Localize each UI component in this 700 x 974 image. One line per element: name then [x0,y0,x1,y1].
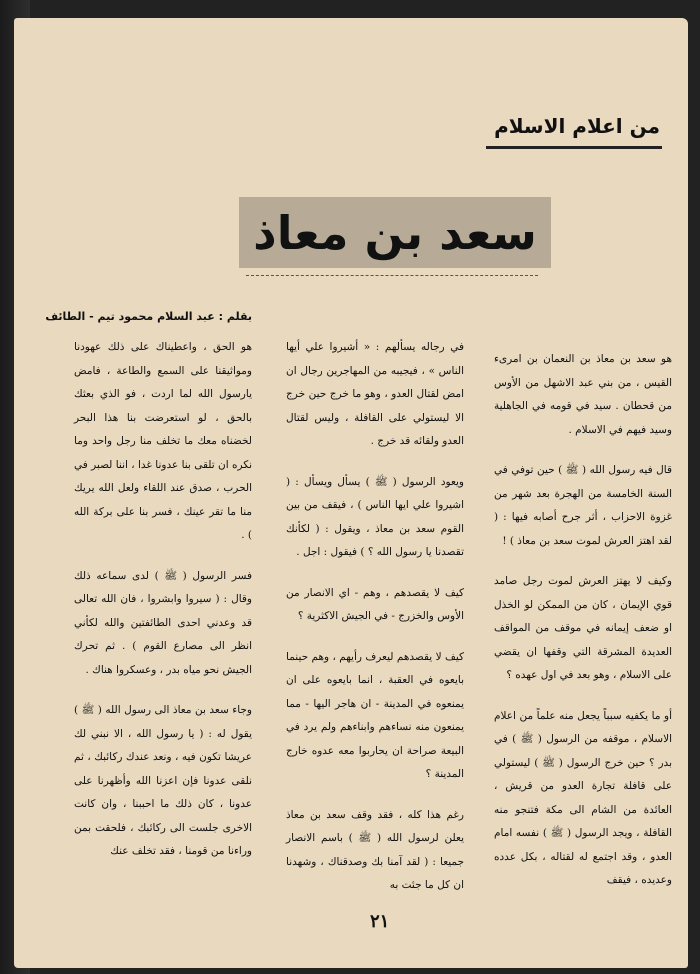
paragraph: هو الحق ، واعطيناك على ذلك عهودنا ومواثيقنا على السمع والطاعة ، فامض يارسول الله لما اردت ، فو الذي بعثك بالحق ، لو استعرضت بنا هذا البحر لخضناه معك ما تخلف منا رجل واحد وما نكره ان تلقى بنا عدونا غدا ، اننا لصبر في الحرب ، صدق عند اللقاء ولعل الله يريك منا ما تقر عينك ، فسر بنا على بركة الله ) . [74,341,252,541]
paragraph: وكيف لا يهتز العرش لموت رجل صامد قوي الإيمان ، كان من الممكن لو الخذل او ضعف إيمانه في موقف من المواقف العديدة المشرقة التي وقفها ان يقضي على الاسلام ، وهو بعد في اول عهده ؟ [494,575,672,681]
section-title-underline [486,146,662,149]
column-2 [286,336,464,915]
paragraph: ويعود الرسول ( ﷺ ) يسأل ويسأل : ( اشيروا علي ايها الناس ) ، فيقف من بين القوم سعد بن معاذ ، ويقول : ( لكأنك تقصدنا يا رسول الله ؟ ) فيقول : اجل . [286,475,464,558]
paragraph: كيف لا يقصدهم ليعرف رأيهم ، وهم حينما بايعوه في العقبة ، انما بايعوه على ان يمنعوه في المدينة - ان هاجر اليها - مما يمنعون منه نساءهم وابناءهم ولم يرد في البيعة صراحة ان يحاربوا معه عدوه خارج المدينة ؟ [286,650,464,780]
column-1 [494,348,672,910]
paragraph: رغم هذا كله ، فقد وقف سعد بن معاذ يعلن لرسول الله ( ﷺ ) باسم الانصار جميعا : ( لقد آمنا بك وصدقناك ، وشهدنا ان كل ما جئت به [286,808,464,891]
column-3 [74,336,252,881]
page-number: ٢١ [370,911,390,932]
paragraph: فسر الرسول ( ﷺ ) لدى سماعه ذلك وقال : ( سيروا وابشروا ، فان الله تعالى قد وعدني احدى الطائفتين والله لكأني انظر الى مصارع القوم ) . ثم تحرك الجيش نحو مياه بدر ، وعسكروا هناك . [74,569,252,676]
section-title: من اعلام الاسلام [494,114,660,138]
paragraph: قال فيه رسول الله ( ﷺ ) حين توفي في السنة الخامسة من الهجرة بعد شهر من غزوة الاحزاب ، أثر جرح أصابه فيها : ( لقد اهتز العرش لموت سعد بن معاذ ) ! [494,464,672,547]
paragraph: وجاء سعد بن معاذ الى رسول الله ( ﷺ ) يقول له : ( يا رسول الله ، الا نبني لك عريشا تكون فيه ، ونعد عندك ركائبك ، ثم نلقى عدونا فإن اعزنا الله وأظهرنا على عدونا ، كان ذلك ما احببنا ، وان كانت الاخرى جلست الى ركائبك ، فلحقت بمن وراءنا من قومنا ، فقد تخلف عنك [74,704,252,857]
paragraph: هو سعد بن معاذ بن النعمان بن امرىء القيس ، من بني عبد الاشهل من الأوس من قحطان . سيد في قومه في الجاهلية وسيد فيهم في الاسلام . [494,353,672,436]
paragraph: في رجاله يسألهم : « أشيروا علي أيها الناس » ، فيجيبه من المهاجرين رجال ان امض لقتال العدو ، وهو ما خرج حين خرج الا ليستولي على القافلة ، وليس لقتال العدو ولقائه قد خرج . [286,341,464,447]
article-title-banner [239,197,551,268]
paragraph: أو ما يكفيه سبباً يجعل منه علماً من اعلام الاسلام ، موقفه من الرسول ( ﷺ ) في بدر ؟ حين خرج الرسول ( ﷺ ) ليستولي على قافلة تجارة العدو من قريش ، العائدة من الشام الى مكة فتنجو منه القافلة ، ويجد الرسول ( ﷺ ) نفسه امام العدو ، وقد اجتمع له لقتاله ، بكل عدده وعديده ، فيقف [494,709,672,886]
byline: بقلم : عبد السلام محمود تيم - الطائف [45,310,252,323]
paragraph: كيف لا يقصدهم ، وهم - اي الانصار من الأوس والخزرج - في الجيش الاكثرية ؟ [286,586,464,622]
magazine-page [14,18,688,968]
article-title: سعد بن معاذ [253,205,537,260]
title-underline [246,275,538,278]
